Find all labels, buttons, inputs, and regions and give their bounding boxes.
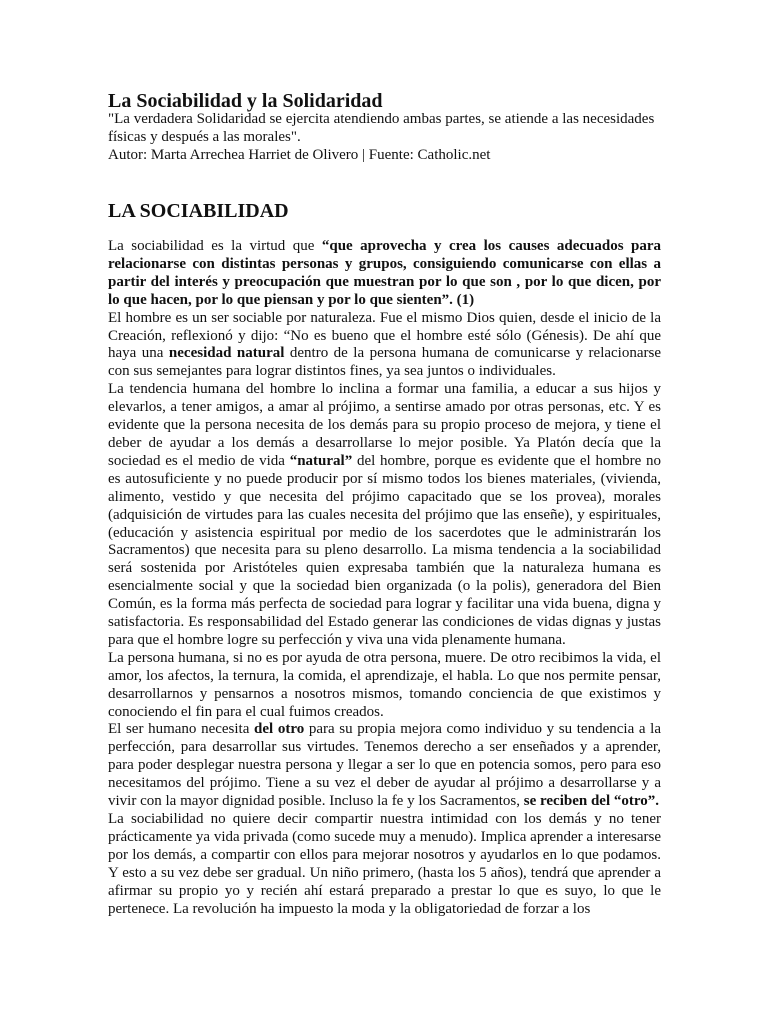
epigraph-quote: "La verdadera Solidaridad se ejercita atendiendo ambas partes, se atiende a las necesidades físicas y después a las morales". <box>108 111 655 145</box>
text-run: La sociabilidad es la virtud que <box>108 238 322 254</box>
section-heading: LA SOCIABILIDAD <box>108 200 289 222</box>
text-run: La tendencia humana del hombre lo inclina a formar una familia, a educar a sus hijos y elevarlos, a tener amigos, a amar al prójimo, a sentirse amado por otras personas, etc. Y es evidente que la persona necesita de los demás para su propio proceso de mejora, y tiene el deber de ayudar a los demás a desarrollarse lo mejor posible. Ya Platón decía que la sociedad es el medio de vida <box>108 381 661 469</box>
bold-se-reciben: se reciben del “otro”. <box>523 793 660 810</box>
paragraph-human-person: La persona humana, si no es por ayuda de otra persona, muere. De otro recibimos la vida, el amor, los afectos, la ternura, la comida, el aprendizaje, el habla. Lo que nos permite pensar, desarrollarnos y pensarnos a nosotros mismos, tomando conciencia de que existimos y conociendo el fin para el cual fuimos creados. <box>108 649 661 720</box>
paragraph-natural-sociability <box>108 310 661 382</box>
text-run: del hombre, porque es evidente que el hombre no es autosuficiente y no puede producir por sí mismo todos los bienes materiales, (vivienda, alimento, vestido y que necesita del prójimo capacitado que se los provea), morales (adquisición de virtudes para las cuales necesita del prójimo que las enseñe), y espirituales, (educación y asistencia espiritual por medio de los sacerdotes que le administrarán los Sacramentos) que necesita para su pleno desarrollo. La misma tendencia a la sociabilidad será sostenida por Aristóteles quien expresaba también que la naturaleza humana es esencialmente social y que la sociedad bien organizada (o la polis), generadora del Bien Común, es la forma más perfecta de sociedad para lograr y facilitar una vida buena, digna y satisfactoria. Es responsabilidad del Estado generar las condiciones de vidas dignas y justas para que el hombre logre su perfección y viva una vida plenamente humana. <box>108 452 662 648</box>
author-source-line: Autor: Marta Arrechea Harriet de Olivero | Fuente: Catholic.net <box>108 147 491 163</box>
bold-necesidad-natural: necesidad natural <box>168 345 285 362</box>
text-run: para su propia mejora como individuo y su tendencia a la perfección, para desarrollar sus virtudes. Tenemos derecho a ser enseñados y a aprender, para poder desplegar nuestra persona y llegar a ser lo que en potencia somos, pero para eso necesitamos del prójimo. Tiene a su vez el deber de ayudar al prójimo a desarrollarse y a vivir con la mayor dignidad posible. Incluso la fe y los Sacramentos, <box>108 721 661 810</box>
paragraph-human-tendency <box>108 381 661 650</box>
paragraph-need-of-other <box>108 721 661 811</box>
paragraph-sociability-meaning: La sociabilidad no quiere decir compartir nuestra intimidad con los demás y no tener prácticamente ya vida privada (como sucede muy a menudo). Implica aprender a interesarse por los demás, a compartir con ellos para mejorar nosotros y ayudarlos en lo que podamos. Y esto a su vez debe ser gradual. Un niño primero, (hasta los 5 años), tendrá que aprender a afirmar su propio yo y recién ahí estará preparado a prestar lo que es suyo, lo que le pertenece. La revolución ha impuesto la moda y la obligatoriedad de forzar a los <box>108 811 661 917</box>
document-title: La Sociabilidad y la Solidaridad <box>108 90 383 112</box>
text-run: El ser humano necesita <box>108 721 255 738</box>
header-block <box>108 110 661 164</box>
bold-del-otro: del otro <box>254 721 305 738</box>
bold-definition: “que aprovecha y crea los causes adecuados para relacionarse con distintas personas y grupos, consiguiendo comunicarse con ellas a partir del interés y preocupación que muestran por lo que son , por lo que dicen, por lo que hacen, por lo que piensan y por lo que sienten”. (1) <box>108 238 662 308</box>
paragraph-definition <box>108 238 661 310</box>
body-text <box>108 238 661 918</box>
text-run: El hombre es un ser sociable por naturaleza. Fue el mismo Dios quien, desde el inicio de la Creación, reflexionó y dijo: “No es bueno que el hombre esté sólo (Génesis). De ahí que haya una <box>108 309 661 362</box>
bold-natural: “natural” <box>289 452 353 469</box>
text-run: dentro de la persona humana de comunicarse y relacionarse con sus semejantes para lograr distintos fines, ya sea juntos o individuales. <box>108 345 661 380</box>
